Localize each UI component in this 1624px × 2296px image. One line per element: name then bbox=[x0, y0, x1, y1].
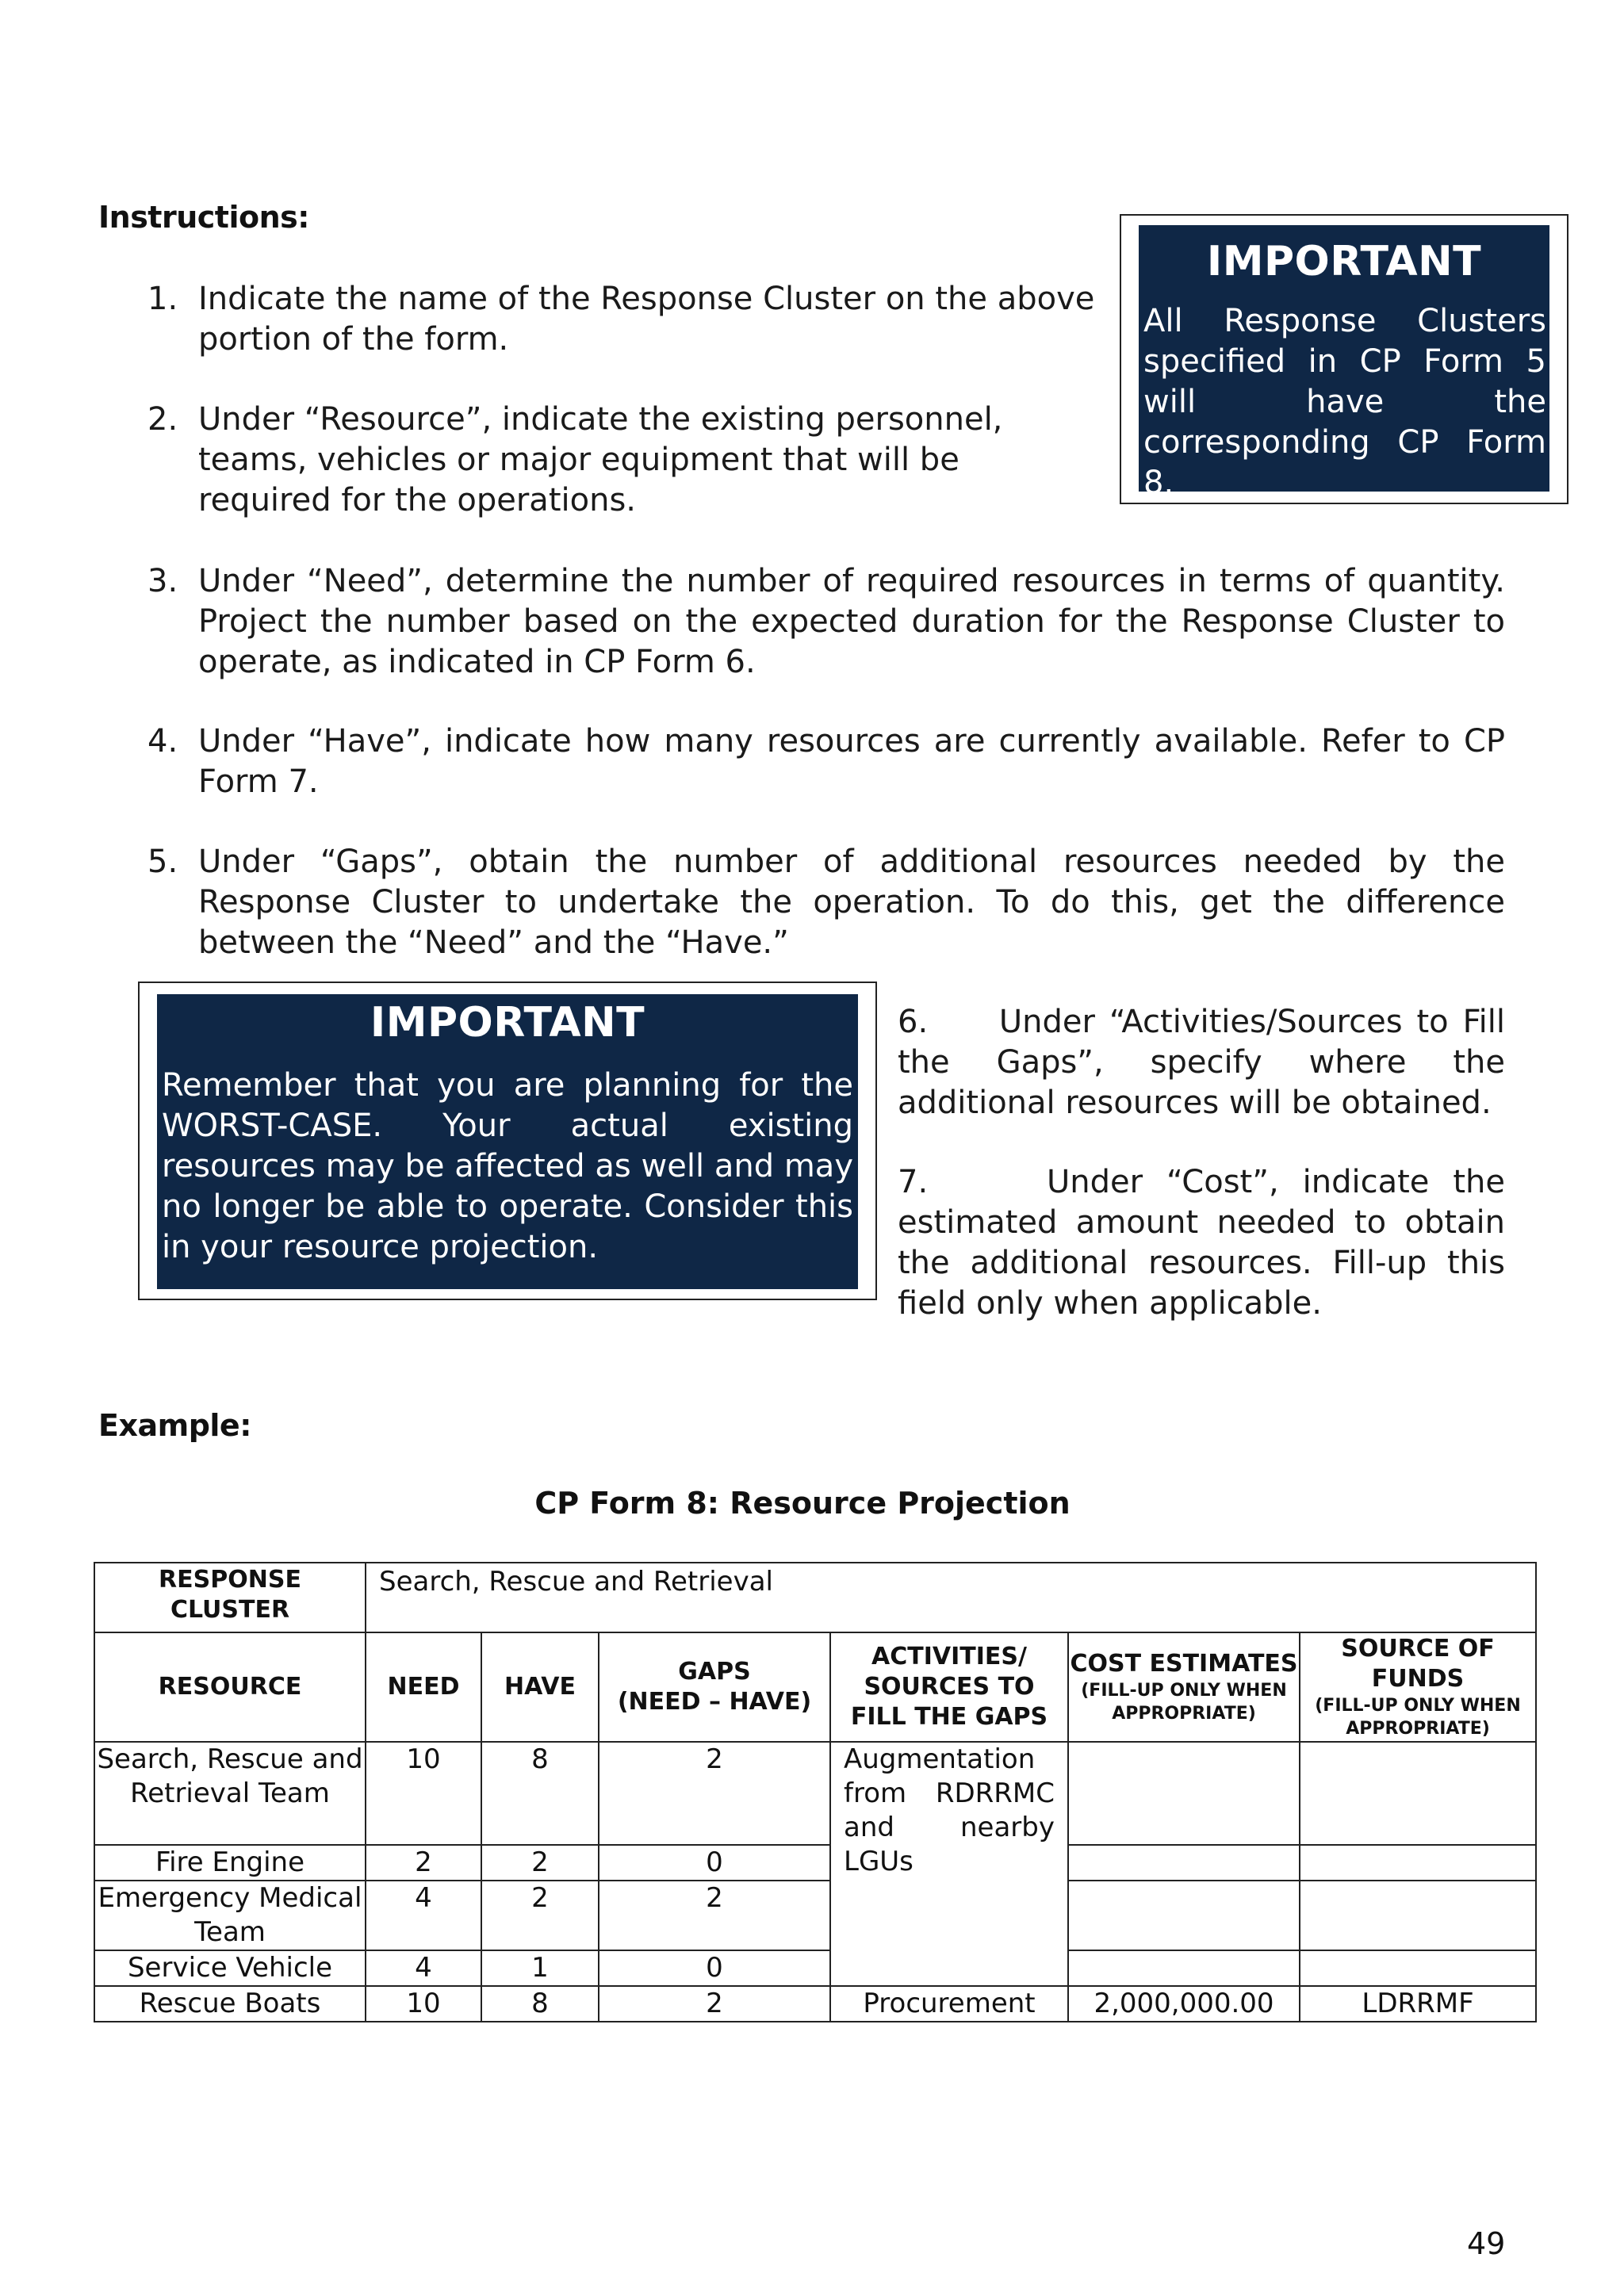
cell-need: 10 bbox=[366, 1742, 481, 1845]
important-title: IMPORTANT bbox=[370, 999, 645, 1047]
instruction-item-7 bbox=[898, 1162, 1505, 1324]
cell-activities: Procurement bbox=[830, 1986, 1068, 2022]
cell-need: 4 bbox=[366, 1881, 481, 1950]
item-number: 6. bbox=[898, 1004, 929, 1040]
cell-resource: Emergency Medical Team bbox=[94, 1881, 366, 1950]
table-row bbox=[94, 1986, 1536, 2022]
instruction-item-6 bbox=[898, 1002, 1505, 1123]
instruction-item-5 bbox=[147, 842, 1505, 969]
table-row bbox=[94, 1845, 1536, 1881]
instruction-item-2 bbox=[147, 400, 1099, 526]
instructions-heading: Instructions: bbox=[98, 200, 309, 235]
header-cost bbox=[1068, 1632, 1300, 1742]
example-heading: Example: bbox=[98, 1408, 251, 1443]
item-number: 1. bbox=[147, 281, 178, 317]
cell-cost bbox=[1068, 1950, 1300, 1986]
cell-source bbox=[1300, 1881, 1536, 1950]
form-title: CP Form 8: Resource Projection bbox=[534, 1486, 1071, 1521]
cell-gaps: 0 bbox=[599, 1845, 830, 1881]
cell-source bbox=[1300, 1742, 1536, 1845]
cell-have: 2 bbox=[481, 1881, 599, 1950]
cell-have: 8 bbox=[481, 1742, 599, 1845]
cell-resource: Search, Rescue and Retrieval Team bbox=[94, 1742, 366, 1845]
cell-cost bbox=[1068, 1742, 1300, 1845]
item-text: Under “Gaps”, obtain the number of additional resources needed by the Response Cluster to undertake the operation. To do this, get the difference between the “Need” and the “Have.” bbox=[198, 844, 1505, 961]
cell-cost bbox=[1068, 1881, 1300, 1950]
item-text: Under “Activities/Sources to Fill the Gaps”, specify where the additional resources will be obtained. bbox=[898, 1004, 1506, 1121]
item-text: Indicate the name of the Response Cluster on the above portion of the form. bbox=[198, 281, 1095, 358]
item-text: Under “Cost”, indicate the estimated amount needed to obtain the additional resources. Fill-up this field only when applicable. bbox=[898, 1164, 1505, 1322]
header-need: NEED bbox=[366, 1632, 481, 1742]
header-gaps-label: GAPS bbox=[678, 1658, 751, 1686]
header-activities: ACTIVITIES/ SOURCES TO FILL THE GAPS bbox=[830, 1632, 1068, 1742]
cell-activities-merged: Augmentation from RDRRMC and nearby LGUs bbox=[830, 1742, 1068, 1986]
instruction-item-4 bbox=[147, 721, 1505, 809]
cell-cost bbox=[1068, 1845, 1300, 1881]
item-text: Under “Need”, determine the number of required resources in terms of quantity. Project the number based on the expected duration for the Response Cluster to operate, as indicated in CP Form 6. bbox=[198, 563, 1505, 680]
instruction-item-1 bbox=[147, 279, 1099, 366]
cell-gaps: 2 bbox=[599, 1986, 830, 2022]
item-number: 2. bbox=[147, 401, 178, 438]
cell-source bbox=[1300, 1950, 1536, 1986]
cell-gaps: 2 bbox=[599, 1742, 830, 1845]
cell-gaps: 0 bbox=[599, 1950, 830, 1986]
table-row bbox=[94, 1742, 1536, 1845]
cell-source: LDRRMF bbox=[1300, 1986, 1536, 2022]
header-have: HAVE bbox=[481, 1632, 599, 1742]
important-callout-top bbox=[1120, 214, 1568, 504]
cell-need: 2 bbox=[366, 1845, 481, 1881]
cell-resource: Service Vehicle bbox=[94, 1950, 366, 1986]
item-number: 7. bbox=[898, 1164, 929, 1200]
header-source bbox=[1300, 1632, 1536, 1742]
important-callout-bottom bbox=[138, 982, 877, 1300]
header-source-sub: (FILL-UP ONLY WHEN APPROPRIATE) bbox=[1315, 1696, 1521, 1739]
page-number: 49 bbox=[1467, 2226, 1506, 2261]
important-title: IMPORTANT bbox=[1206, 238, 1482, 285]
header-resource: RESOURCE bbox=[94, 1632, 366, 1742]
cell-resource: Rescue Boats bbox=[94, 1986, 366, 2022]
header-row bbox=[94, 1632, 1536, 1742]
response-cluster-value: Search, Rescue and Retrieval bbox=[366, 1563, 1536, 1632]
header-cost-label: COST ESTIMATES bbox=[1070, 1650, 1298, 1678]
table-row bbox=[94, 1881, 1536, 1950]
instruction-item-3 bbox=[147, 561, 1505, 688]
item-text: Under “Resource”, indicate the existing personnel, teams, vehicles or major equipment that will be required for the operations. bbox=[198, 401, 1003, 519]
cell-source bbox=[1300, 1845, 1536, 1881]
response-cluster-label: RESPONSE CLUSTER bbox=[94, 1563, 366, 1632]
cell-have: 1 bbox=[481, 1950, 599, 1986]
cell-cost: 2,000,000.00 bbox=[1068, 1986, 1300, 2022]
cell-have: 2 bbox=[481, 1845, 599, 1881]
important-body: All Response Clusters specified in CP Form 5 will have the corresponding CP Form 8. bbox=[1143, 303, 1546, 501]
table-row bbox=[94, 1950, 1536, 1986]
cluster-row bbox=[94, 1563, 1536, 1632]
header-source-label: SOURCE OF FUNDS bbox=[1341, 1635, 1495, 1693]
item-number: 3. bbox=[147, 563, 178, 599]
header-cost-sub: (FILL-UP ONLY WHEN APPROPRIATE) bbox=[1081, 1681, 1287, 1724]
resource-projection-table bbox=[94, 1562, 1537, 2022]
item-text: Under “Have”, indicate how many resources are currently available. Refer to CP Form 7. bbox=[198, 723, 1505, 800]
cell-resource: Fire Engine bbox=[94, 1845, 366, 1881]
header-gaps bbox=[599, 1632, 830, 1742]
important-body: Remember that you are planning for the WORST-CASE. Your actual existing resources may be affected as well and may no longer be able to operate. Consider this in your resource projection. bbox=[162, 1067, 853, 1265]
item-number: 5. bbox=[147, 844, 178, 880]
cell-gaps: 2 bbox=[599, 1881, 830, 1950]
cell-have: 8 bbox=[481, 1986, 599, 2022]
item-number: 4. bbox=[147, 723, 178, 760]
cell-need: 10 bbox=[366, 1986, 481, 2022]
header-gaps-sub: (NEED – HAVE) bbox=[617, 1688, 812, 1716]
cell-need: 4 bbox=[366, 1950, 481, 1986]
